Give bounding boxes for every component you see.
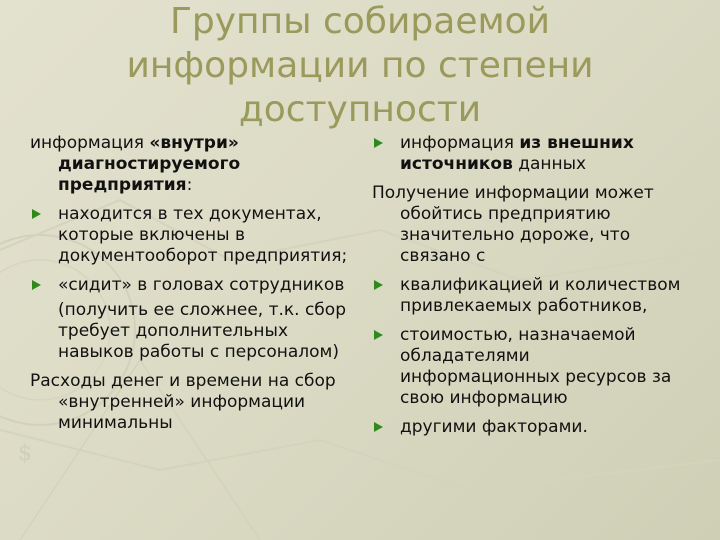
right-bullet-1 [372, 275, 694, 317]
svg-text:$: $ [18, 441, 32, 466]
right-summary: Получение информации может обойтись предприятию значительно дороже, что связано с [372, 183, 654, 266]
left-intro-text: информация [30, 133, 150, 153]
left-intro [30, 133, 350, 196]
left-bullet-1 [30, 204, 350, 267]
left-bullet-1-text: находится в тех документах, которые включены в документооборот предприятия; [58, 204, 348, 266]
right-intro-emphasis: из внешних источников [400, 133, 634, 174]
right-column [372, 133, 694, 446]
right-bullet-3 [372, 417, 694, 438]
left-column [30, 133, 350, 442]
left-note: (получить ее сложнее, т.к. сбор требует дополнительных навыков работы с персоналом) [58, 300, 346, 362]
bullet-arrow-icon [374, 138, 383, 148]
bullet-arrow-icon [374, 330, 383, 340]
left-bullet-2-text: «сидит» в головах сотрудников [58, 275, 345, 295]
left-bullet-2 [30, 275, 350, 296]
left-summary: Расходы денег и времени на сбор «внутренней» информации минимальны [30, 371, 336, 433]
bullet-arrow-icon [32, 209, 41, 219]
bullet-arrow-icon [32, 280, 41, 290]
right-bullet-3-text: другими факторами. [400, 417, 588, 437]
slide-title: Группы собираемой информации по степени доступности [126, 1, 594, 130]
bullet-arrow-icon [374, 422, 383, 432]
right-bullet-2-text: стоимостью, назначаемой обладателями информационных ресурсов за свою информацию [400, 325, 672, 408]
right-bullet-2 [372, 325, 694, 409]
right-intro-tail: данных [512, 154, 587, 174]
bullet-arrow-icon [374, 280, 383, 290]
right-bullet-1-text: квалификацией и количеством привлекаемых работников, [400, 275, 681, 316]
right-intro [372, 133, 694, 175]
left-intro-emphasis: «внутри» диагностируемого предприятия [58, 133, 241, 195]
left-intro-tail: : [186, 175, 193, 195]
right-intro-text: информация [400, 133, 520, 153]
